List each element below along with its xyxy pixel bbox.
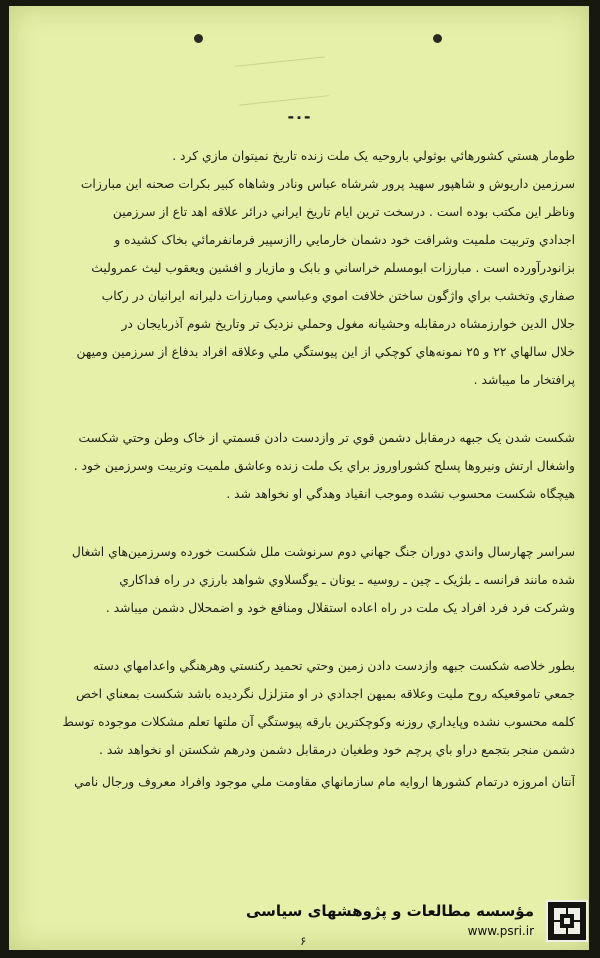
text-line: پرافتخار ما ميباشد . — [473, 373, 575, 387]
paragraph-4 — [31, 652, 575, 764]
text-line: هيچگاه شکست محسوب نشده وموجب انقياد وهدگي او نخواهد شد . — [226, 487, 575, 501]
document-body — [31, 142, 575, 796]
text-line: آنتان امروزه درتمام کشورها اروايه مام سازمانهاي مقاومت ملي موجود وافراد معروف ورجال نامي — [74, 775, 575, 789]
text-line: شکست شدن يک جبهه درمقابل دشمن قوي تر وازدست دادن قسمتي از خاک وطن وحتي شکست — [78, 431, 575, 445]
text-line: بزانودرآورده است . مبارزات ابومسلم خراساني و بابک و مازيار و افشين ويعقوب ليث عمروليث — [91, 261, 575, 275]
paragraph-3 — [31, 538, 575, 622]
text-line: دشمن منجر بتجمع دراو باي پرچم خود وطغيان درمقابل دشمن ودرهم شکستن او نخواهد شد . — [99, 743, 575, 757]
paragraph-2 — [31, 424, 575, 508]
institute-watermark — [0, 892, 600, 958]
punch-hole-right — [433, 34, 442, 43]
page-marker: -۰- — [287, 107, 311, 126]
document-page — [9, 6, 589, 950]
footer-mark: ۶ — [300, 934, 307, 948]
text-line: وناظر اين مکتب بوده است . درسخت ترين ايام تاريخ ايراني درائر علاقه اهد تاع از سرزمين — [112, 205, 575, 219]
text-line: واشغال ارتش ونيروها پسلح کشوراوروز براي يک ملت زنده وعاشق ملميت وتربيت وسرزمين خود . — [73, 459, 575, 473]
faded-stamp — [235, 56, 329, 105]
punch-hole-left — [194, 34, 203, 43]
text-line: طومار هستي کشورهائي بوثولي باروحيه يک ملت زنده تاريخ نميتوان مازي کرد . — [172, 149, 575, 163]
text-line: سرزمين داريوش و شاهپور سهيد پرور شرشاه عباس ونادر وشاهاه کبير بکرات صحنه اين مبارزات — [80, 177, 575, 191]
paragraph-5 — [31, 768, 575, 796]
text-line: سراسر چهارسال واندي دوران جنگ جهاني دوم سرنوشت ملل شکست خورده وسرزمين‌هاي اشغال — [71, 545, 575, 559]
text-line: شده مانند فرانسه ـ بلژيک ـ چين ـ روسيه ـ يونان ـ يوگسلاوي شواهد بارزي در راه فداکاري — [119, 573, 575, 587]
text-line: صفاري وتخشب براي واژگون ساختن خلافت اموي وعباسي ومبارزات دليرانه ايرانيان در رکاب — [101, 289, 575, 303]
text-line: جمعي تاموقعيکه روح مليت وعلاقه بميهن اجدادي در او متزلزل نگرديده باشد شکست بمعناي اخص — [75, 687, 575, 701]
paragraph-1 — [31, 142, 575, 394]
text-line: اجدادي وتربيت ملميت وشرافت خود دشمان خارمايي راازسپير فرمانفرمائي بخاک کشيده و — [114, 233, 575, 247]
institute-url: www.psri.ir — [467, 924, 534, 938]
text-line: بطور خلاصه شکست جبهه وازدست دادن زمين وحتي تحميد رکنستي وهرهنگي واعدامهاي دسته — [93, 659, 575, 673]
institute-name: مؤسسه مطالعات و پژوهشهای سیاسی — [245, 902, 534, 920]
text-line: کلمه محسوب نشده وپايداري روزنه وکوچکترين بارقه پيوستگي آن ملتها تعلم مشکلات موجوده توسط — [62, 715, 575, 729]
text-line: جلال الدين خوارزمشاه درمقابله وحشيانه مغول وحملي نزديک تر وتاريخ شوم آذربايجان در — [121, 317, 575, 331]
text-line: وشرکت فرد فرد افراد يک ملت در راه اعاده استقلال ومنافع خود و اضمحلال دشمن ميباشد . — [105, 601, 575, 615]
psri-logo-icon — [546, 900, 588, 942]
text-line: خلال سالهاي ۲۲ و ۲۵ نمونه‌هاي کوچکي از اين پيوستگي ملي وعلاقه افراد بدفاع از سرزمين وميهن — [76, 345, 575, 359]
